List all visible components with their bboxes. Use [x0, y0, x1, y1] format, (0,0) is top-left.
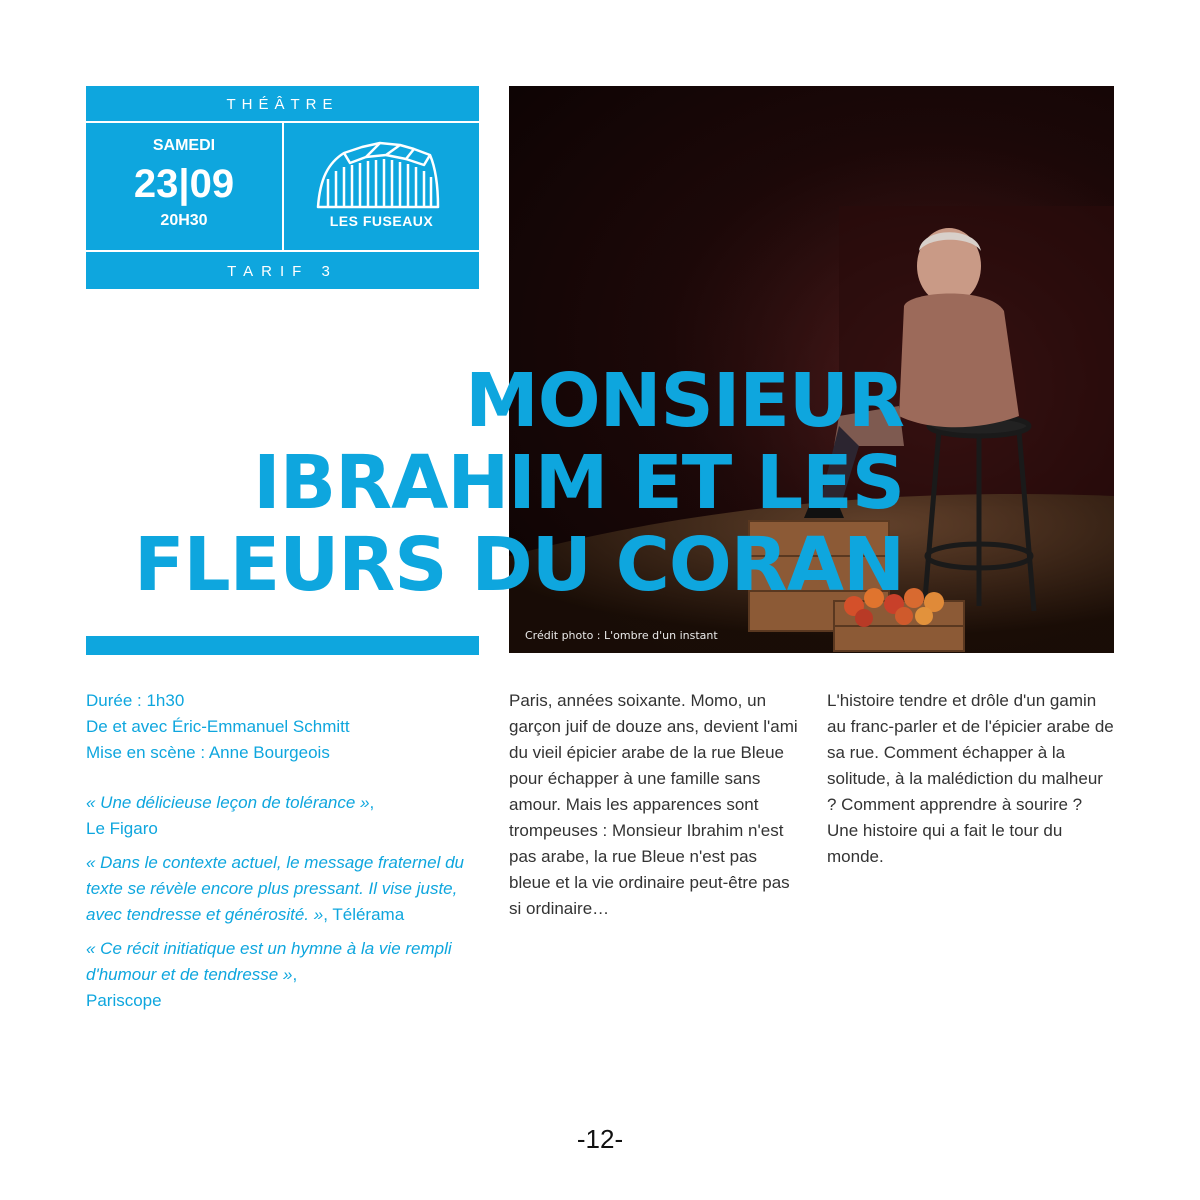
page-number: -12-	[576, 1124, 624, 1154]
synopsis-column-1	[509, 688, 801, 922]
quote-source: Télérama	[327, 905, 405, 924]
synopsis-paragraph: L'histoire tendre et drôle d'un gamin au franc-parler et de l'épicier arabe de sa rue. Comment échapper à la solitude, à la malédiction du malheur ? Comment apprendre à sourire ?	[827, 691, 1114, 814]
title-line-3: FLEURS DU CORAN	[133, 522, 904, 608]
quote-text: « Une délicieuse leçon de tolérance »	[86, 793, 370, 812]
quote-text: « Ce récit initiatique est un hymne à la vie rempli d'humour et de tendresse »	[86, 939, 452, 984]
event-tariff: TARIF 3	[86, 250, 479, 289]
event-date: 23|09	[133, 162, 235, 206]
event-category: THÉÂTRE	[86, 86, 479, 123]
press-quote: « Ce récit initiatique est un hymne à la vie rempli d'humour et de tendresse », Pariscope	[86, 939, 452, 1010]
photo-credit: Crédit photo : L'ombre d'un instant	[525, 629, 718, 642]
show-title	[84, 360, 904, 606]
quote-source: Le Figaro	[86, 819, 158, 838]
title-line-2: IBRAHIM ET LES	[253, 440, 904, 526]
show-author: De et avec Éric-Emmanuel Schmitt	[86, 717, 350, 736]
synopsis-column-2	[827, 688, 1117, 870]
venue-building-icon	[314, 139, 440, 209]
event-venue-block	[284, 123, 479, 250]
event-info-box	[86, 86, 479, 289]
venue-name: LES FUSEAUX	[329, 213, 434, 229]
show-director: Mise en scène : Anne Bourgeois	[86, 743, 330, 762]
event-day: SAMEDI	[152, 137, 216, 154]
title-accent-bar	[86, 636, 479, 655]
press-quote: « Dans le contexte actuel, le message fraternel du texte se révèle encore plus pressant. Il vise juste, avec tendresse et générosité. », Télérama	[86, 853, 464, 924]
quote-source: Pariscope	[86, 991, 162, 1010]
show-duration: Durée : 1h30	[86, 691, 185, 710]
press-quote: « Une délicieuse leçon de tolérance », Le Figaro	[86, 793, 375, 838]
event-time: 20H30	[160, 212, 208, 229]
show-credits	[86, 688, 486, 766]
synopsis-paragraph: Une histoire qui a fait le tour du monde.	[827, 821, 1063, 866]
quote-text: « Dans le contexte actuel, le message fraternel du texte se révèle encore plus pressant. Il vise juste, avec tendresse et générosité. »	[86, 853, 464, 924]
title-line-1: MONSIEUR	[465, 358, 904, 444]
synopsis-paragraph: Paris, années soixante. Momo, un garçon juif de douze ans, devient l'ami du vieil épicier arabe de la rue Bleue pour échapper à une famille sans amour. Mais les apparences sont trompeuses : Monsieur Ibrahim n'est pas arabe, la rue Bleue n'est pas bleue et la vie ordinaire peut-être pas si ordinaire…	[509, 691, 798, 918]
press-quotes	[86, 790, 486, 1022]
event-date-block	[86, 123, 282, 250]
